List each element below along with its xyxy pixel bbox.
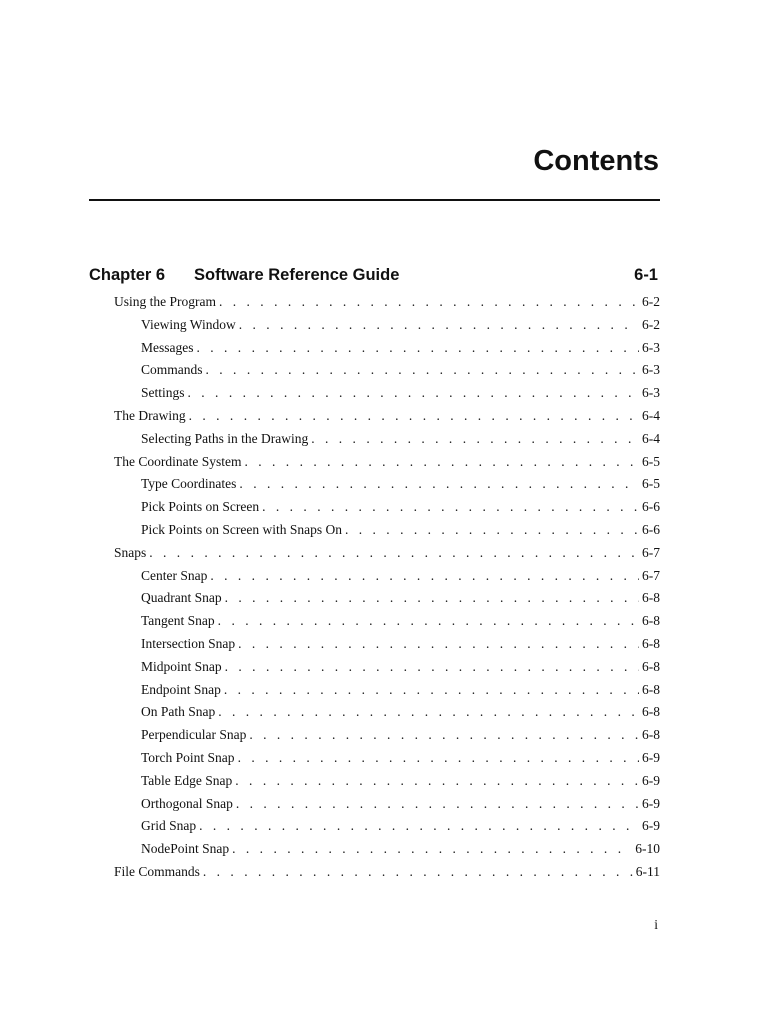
toc-entry-page: 6-8 — [642, 635, 660, 651]
toc-entry-label: The Drawing — [114, 407, 186, 423]
toc-entry-page: 6-7 — [642, 567, 660, 583]
toc-entry-label: Settings — [141, 385, 185, 401]
dot-leader — [189, 405, 639, 428]
toc-entry-label: Pick Points on Screen with Snaps On — [141, 521, 342, 537]
dot-leader — [225, 587, 639, 610]
toc-entry-label: Quadrant Snap — [141, 590, 222, 606]
toc-entry-page: 6-10 — [635, 841, 660, 857]
dot-leader — [219, 291, 639, 314]
dot-leader — [225, 656, 639, 679]
chapter-title: Software Reference Guide — [194, 266, 400, 284]
toc-entry-label: Grid Snap — [141, 818, 197, 834]
toc-entry[interactable] — [141, 359, 660, 382]
toc-entry[interactable] — [141, 656, 660, 679]
toc-entry-page: 6-3 — [642, 339, 660, 355]
toc-entry-label: The Coordinate System — [114, 453, 242, 469]
dot-leader — [197, 337, 640, 360]
dot-leader — [239, 473, 639, 496]
toc-entry-page: 6-6 — [642, 521, 660, 537]
toc-entry-page: 6-2 — [642, 316, 660, 332]
toc-entry-label: Perpendicular Snap — [141, 727, 247, 743]
toc-entry-page: 6-6 — [642, 499, 660, 515]
dot-leader — [224, 679, 639, 702]
toc-entry-label: Orthogonal Snap — [141, 795, 233, 811]
dot-leader — [235, 770, 639, 793]
toc-entry[interactable] — [141, 337, 660, 360]
page-number: i — [654, 917, 658, 932]
toc-entry-page: 6-3 — [642, 362, 660, 378]
toc-entry[interactable] — [141, 793, 660, 816]
toc-entry-page: 6-7 — [642, 544, 660, 560]
toc-entry[interactable] — [114, 291, 660, 314]
toc-entry[interactable] — [141, 519, 660, 542]
toc-entry[interactable] — [141, 314, 660, 337]
toc-entry-page: 6-9 — [642, 795, 660, 811]
toc-entry-page: 6-9 — [642, 772, 660, 788]
toc-entry[interactable] — [141, 701, 660, 724]
toc-entry-page: 6-8 — [642, 590, 660, 606]
toc-entry-page: 6-8 — [642, 681, 660, 697]
toc-entry-label: Endpoint Snap — [141, 681, 221, 697]
toc-entry-page: 6-8 — [642, 613, 660, 629]
toc-entry-label: Snaps — [114, 544, 147, 560]
toc-entry-label: Viewing Window — [141, 316, 236, 332]
dot-leader — [345, 519, 639, 542]
toc-entry-label: On Path Snap — [141, 704, 216, 720]
toc-entry[interactable] — [141, 747, 660, 770]
title-divider — [89, 199, 660, 201]
toc-entry-page: 6-8 — [642, 727, 660, 743]
toc-entry[interactable] — [141, 587, 660, 610]
toc-entry-label: NodePoint Snap — [141, 841, 230, 857]
toc-entry[interactable] — [141, 815, 660, 838]
toc-entry[interactable] — [114, 451, 660, 474]
toc-entry-page: 6-4 — [642, 430, 660, 446]
toc-entry[interactable] — [141, 679, 660, 702]
dot-leader — [149, 542, 639, 565]
toc-entry-label: Center Snap — [141, 567, 208, 583]
dot-leader — [206, 359, 639, 382]
toc-entry[interactable] — [141, 565, 660, 588]
toc-entry-page: 6-9 — [642, 818, 660, 834]
dot-leader — [199, 815, 639, 838]
toc-entry[interactable] — [141, 473, 660, 496]
dot-leader — [244, 451, 639, 474]
dot-leader — [249, 724, 639, 747]
toc-entry[interactable] — [141, 838, 660, 861]
toc-entry-page: 6-9 — [642, 749, 660, 765]
dot-leader — [188, 382, 639, 405]
toc-entry-page: 6-8 — [642, 658, 660, 674]
dot-leader — [203, 861, 633, 884]
dot-leader — [262, 496, 639, 519]
toc-entry-page: 6-3 — [642, 385, 660, 401]
toc-entry-label: Type Coordinates — [141, 476, 237, 492]
dot-leader — [238, 747, 639, 770]
dot-leader — [238, 633, 639, 656]
toc-entry-label: File Commands — [114, 863, 200, 879]
toc-entry-label: Commands — [141, 362, 203, 378]
toc-entry[interactable] — [141, 610, 660, 633]
toc-entry-page: 6-5 — [642, 453, 660, 469]
chapter-number: Chapter 6 — [89, 266, 166, 284]
toc-entry-page: 6-5 — [642, 476, 660, 492]
toc-entry[interactable] — [114, 405, 660, 428]
toc-entry[interactable] — [141, 633, 660, 656]
toc-entry-page: 6-8 — [642, 704, 660, 720]
toc-entry[interactable] — [141, 770, 660, 793]
toc-entry[interactable] — [114, 861, 660, 884]
dot-leader — [232, 838, 632, 861]
toc-entry-page: 6-4 — [642, 407, 660, 423]
toc-entry-page: 6-2 — [642, 294, 660, 309]
toc-entry-label: Messages — [141, 339, 194, 355]
toc-entry[interactable] — [141, 724, 660, 747]
toc-entry[interactable] — [141, 382, 660, 405]
dot-leader — [210, 565, 639, 588]
toc-entry-label: Using the Program — [114, 294, 216, 309]
dot-leader — [311, 428, 639, 451]
toc-entry-label: Midpoint Snap — [141, 658, 222, 674]
dot-leader — [218, 701, 639, 724]
toc-entry-label: Torch Point Snap — [141, 749, 235, 765]
dot-leader — [239, 314, 639, 337]
toc-entry-label: Table Edge Snap — [141, 772, 233, 788]
toc-entry-label: Intersection Snap — [141, 635, 236, 651]
chapter-page-number: 6-1 — [634, 266, 658, 284]
toc-entry[interactable] — [141, 496, 660, 519]
toc-entry-label: Pick Points on Screen — [141, 499, 260, 515]
chapter-heading[interactable] — [89, 262, 660, 288]
dot-leader — [218, 610, 639, 633]
toc-entry[interactable] — [141, 428, 660, 451]
toc-list — [0, 291, 768, 884]
toc-entry-label: Selecting Paths in the Drawing — [141, 430, 309, 446]
toc-entry-page: 6-11 — [635, 863, 660, 879]
toc-entry-label: Tangent Snap — [141, 613, 215, 629]
dot-leader — [236, 793, 639, 816]
page-title: Contents — [533, 145, 659, 177]
toc-entry[interactable] — [114, 542, 660, 565]
